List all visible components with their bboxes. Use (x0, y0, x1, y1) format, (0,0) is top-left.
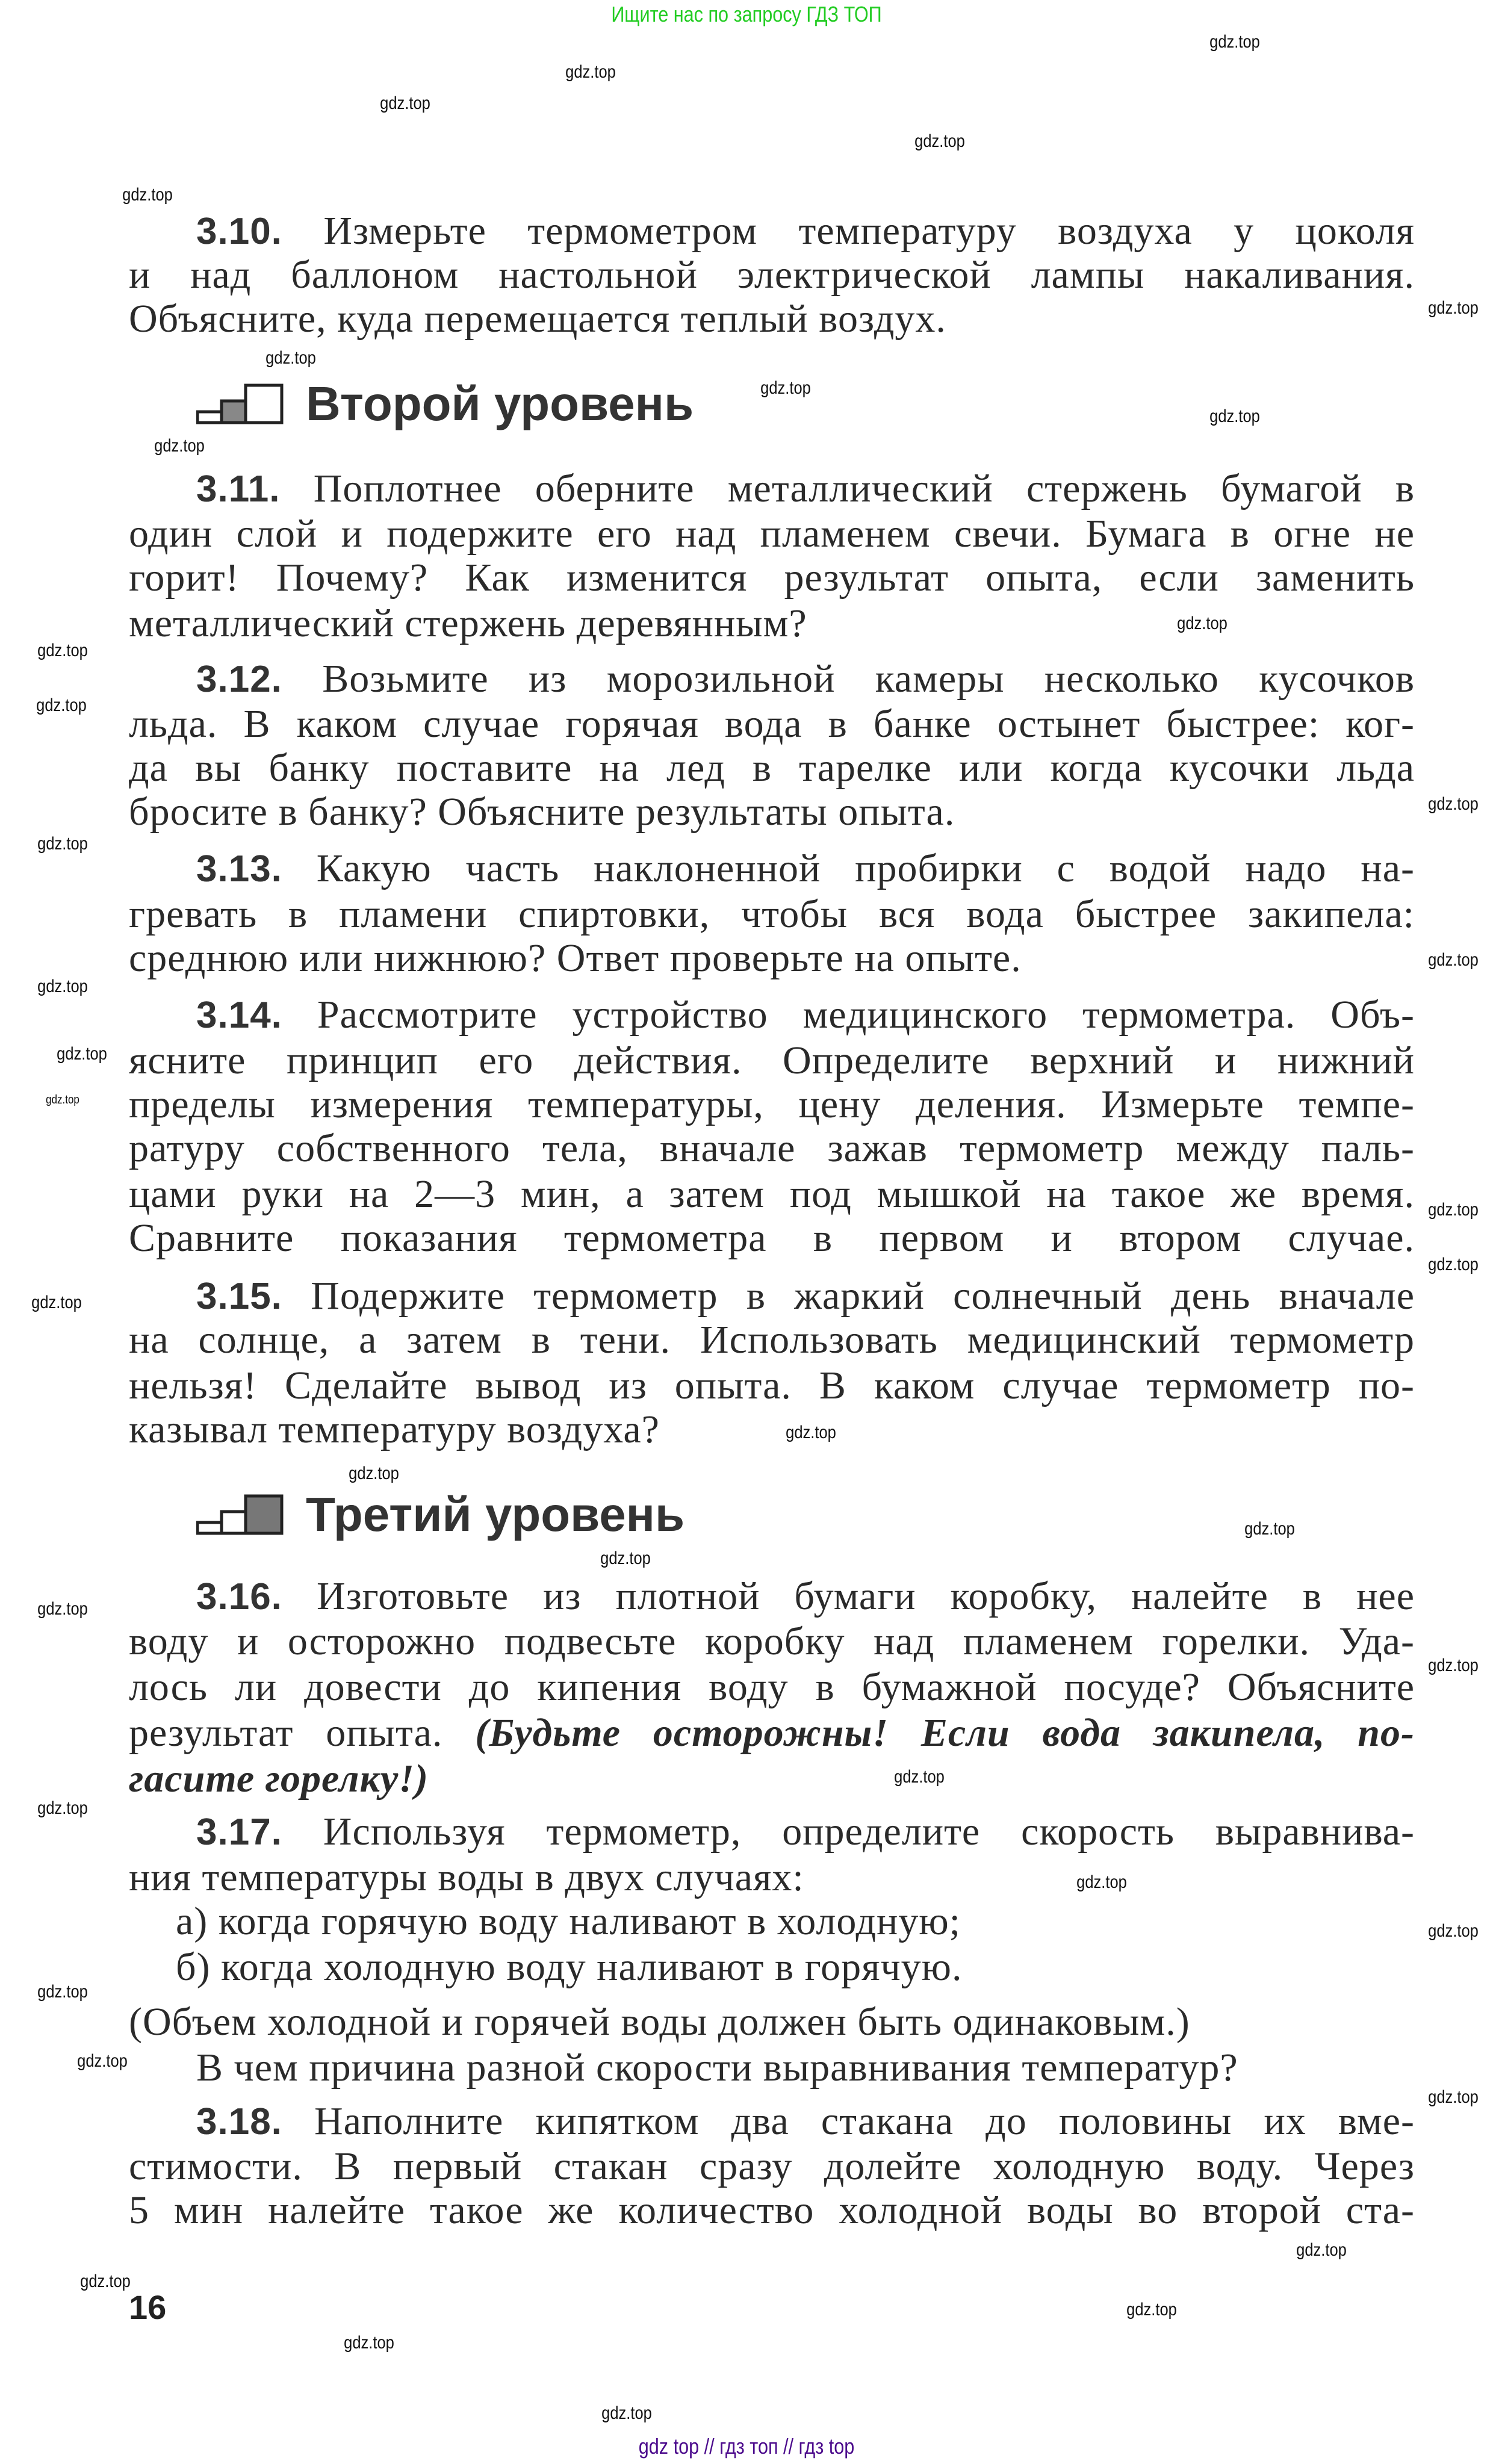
line-text: один слой и подержите его над пламенем свечи. Бумага в огне не (129, 512, 1415, 556)
warning-text: (Будьте осторожны! Если вода закипела, по- (475, 1710, 1415, 1755)
watermark: gdz.top (785, 1423, 836, 1443)
watermark: gdz.top (1076, 1872, 1127, 1892)
watermark: gdz.top (380, 93, 431, 114)
watermark: gdz.top (76, 2051, 128, 2071)
search-banner[interactable]: Ищите нас по запросу ГДЗ ТОП (611, 2, 882, 26)
text-line (129, 1040, 1415, 1082)
watermark: gdz.top (1428, 2087, 1479, 2108)
text-line (129, 1173, 1415, 1215)
text-line (129, 1128, 1415, 1170)
watermark: gdz.top (1428, 1255, 1479, 1275)
line-text: Возьмите из морозильной камеры несколько кусочков (322, 656, 1415, 701)
exercise-number: 3.15. (196, 1276, 282, 1318)
watermark: gdz.top (1176, 613, 1228, 634)
line-text: Поплотнее оберните металлический стержень бумагой в (313, 466, 1415, 510)
line-text: (Объем холодной и горячей воды должен быть одинаковым.) (129, 2000, 1190, 2044)
line-text: лось ли довести до кипения воду в бумажной посуде? Объясните (129, 1665, 1415, 1710)
text-line (129, 1758, 1415, 1800)
line-text: цами руки на 2—3 мин, а затем под мышкой на такое же время. (129, 1171, 1415, 1216)
level-stairs-icon (196, 383, 288, 425)
line-text: Подержите термометр в жаркий солнечный день вначале (311, 1274, 1415, 1318)
line-text: Измерьте термометром температуру воздуха у цоколя (323, 208, 1415, 253)
watermark: gdz.top (122, 184, 173, 205)
line-text: ратуру собственного тела, вначале зажав термометр между паль- (129, 1126, 1415, 1170)
text-line (129, 254, 1415, 296)
exercise-number: 3.17. (196, 1811, 282, 1854)
line-text: горит! Почему? Как изменится результат опыта, если заменить (129, 556, 1415, 600)
line-text: Рассмотрите устройство медицинского термометра. Объ- (317, 993, 1415, 1037)
line-text: воду и осторожно подвесьте коробку над пламенем горелки. Уда- (129, 1619, 1415, 1664)
text-line (129, 703, 1415, 745)
warning-text: гасите горелку!) (129, 1756, 429, 1801)
text-line (129, 1409, 1415, 1451)
watermark: gdz.top (56, 1044, 107, 1064)
watermark: gdz.top (894, 1766, 945, 1787)
text-line (129, 2189, 1415, 2232)
line-text: пределы измерения температуры, цену деления. Измерьте темпе- (129, 1082, 1415, 1126)
line-text: Сравните показания термометра в первом и втором случае. (129, 1215, 1415, 1260)
watermark: gdz.top (1428, 1920, 1479, 1941)
text-line (196, 2100, 1415, 2143)
line-text: гревать в пламени спиртовки, чтобы вся вода быстрее закипела: (129, 892, 1415, 937)
line-text: среднюю или нижнюю? Ответ проверьте на опыте. (129, 936, 1022, 981)
text-line (129, 2146, 1415, 2188)
watermark: gdz.top (265, 348, 316, 368)
text-line (129, 557, 1415, 599)
line-text: 5 мин налейте такое же количество холодной воды во второй ста- (129, 2188, 1415, 2233)
line-text: Наполните кипятком два стакана до половины их вме- (314, 2099, 1415, 2143)
watermark: gdz.top (344, 2332, 395, 2353)
exercise-number: 3.14. (196, 995, 282, 1037)
line-text: льда. В каком случае горячая вода в банке остынет быстрее: ког- (129, 702, 1415, 746)
watermark: gdz.top (1428, 1199, 1479, 1220)
watermark: gdz.top (601, 2403, 653, 2423)
text-line (129, 1857, 1415, 1899)
text-line (129, 1712, 1415, 1754)
line-text: В чем причина разной скорости выравнивания температур? (196, 2045, 1238, 2090)
watermark: gdz.top (1209, 32, 1261, 52)
line-text: стимости. В первый стакан сразу долейте холодную воду. Через (129, 2144, 1415, 2189)
watermark: gdz.top (1126, 2299, 1177, 2320)
line-text: металлический стержень деревянным? (129, 601, 807, 646)
text-line (129, 1319, 1415, 1361)
watermark: gdz.top (36, 695, 87, 715)
watermark: gdz.top (37, 1598, 88, 1619)
footer-links[interactable]: gdz top // гдз топ // гдз top (638, 2434, 855, 2459)
watermark: gdz.top (46, 1093, 80, 1106)
line-text: казывал температуру воздуха? (129, 1407, 660, 1452)
watermark: gdz.top (31, 1292, 82, 1312)
line-text: ясните принцип его действия. Определите верхний и нижний (129, 1038, 1415, 1082)
heading-title: Второй уровень (306, 376, 694, 430)
watermark: gdz.top (600, 1548, 651, 1569)
watermark: gdz.top (1428, 1655, 1479, 1675)
text-line (129, 937, 1415, 979)
watermark: gdz.top (37, 833, 88, 854)
text-line (129, 791, 1415, 833)
text-line (129, 893, 1415, 936)
exercise-number: 3.18. (196, 2100, 282, 2143)
watermark: gdz.top (760, 377, 811, 398)
exercise-number: 3.11. (196, 468, 281, 510)
text-line (129, 513, 1415, 555)
text-line (129, 1666, 1415, 1708)
text-line (196, 658, 1415, 700)
watermark: gdz.top (154, 436, 205, 456)
text-line (129, 1217, 1415, 1259)
line-text: нельзя! Сделайте вывод из опыта. В каком случае термометр по- (129, 1364, 1415, 1408)
exercise-number: 3.16. (196, 1575, 282, 1618)
line-text: ния температуры воды в двух случаях: (129, 1855, 804, 1899)
text-line (176, 1901, 1415, 1943)
text-line (196, 210, 1415, 252)
text-line (196, 468, 1415, 510)
watermark: gdz.top (37, 1982, 88, 2002)
text-line (196, 2047, 1415, 2089)
text-line (129, 1621, 1415, 1663)
exercise-number: 3.12. (196, 658, 282, 700)
watermark: gdz.top (80, 2271, 131, 2291)
exercise-number: 3.13. (196, 848, 282, 890)
text-line (129, 1365, 1415, 1407)
watermark: gdz.top (1209, 406, 1261, 426)
line-text: Изготовьте из плотной бумаги коробку, налейте в нее (316, 1574, 1415, 1618)
text-line (196, 1575, 1415, 1618)
line-text: а) когда горячую воду наливают в холодную; (176, 1899, 961, 1944)
line-text: результат опыта. (129, 1710, 476, 1755)
exercise-number: 3.10. (196, 210, 282, 252)
watermark: gdz.top (37, 640, 88, 660)
watermark: gdz.top (349, 1463, 400, 1484)
watermark: gdz.top (565, 62, 616, 82)
line-text: Какую часть наклоненной пробирки с водой надо на- (316, 846, 1415, 891)
text-line (129, 1084, 1415, 1126)
line-text: да вы банку поставите на лед в тарелке или когда кусочки льда (129, 746, 1415, 790)
text-line (129, 2001, 1415, 2043)
line-text: Используя термометр, определите скорость выравнива- (323, 1810, 1415, 1854)
line-text: и над баллоном настольной электрической лампы накаливания. (129, 252, 1415, 297)
line-text: на солнце, а затем в тени. Использовать медицинский термометр (129, 1318, 1415, 1362)
line-text: бросите в банку? Объясните результаты опыта. (129, 790, 955, 834)
watermark: gdz.top (1428, 794, 1479, 815)
text-line (176, 1946, 1415, 1988)
line-text: Объясните, куда перемещается теплый воздух. (129, 296, 946, 341)
watermark: gdz.top (37, 976, 88, 997)
watermark: gdz.top (914, 131, 965, 151)
text-line (129, 298, 1415, 340)
watermark: gdz.top (1296, 2239, 1347, 2260)
watermark: gdz.top (1428, 949, 1479, 970)
level-stairs-icon (196, 1494, 288, 1536)
section-heading-level-3 (196, 1488, 684, 1542)
section-heading-level-2 (196, 377, 694, 431)
heading-title: Третий уровень (306, 1488, 685, 1542)
text-line (196, 848, 1415, 890)
watermark: gdz.top (1428, 297, 1479, 318)
page-number: 16 (129, 2288, 167, 2326)
text-line (129, 747, 1415, 789)
text-line (196, 1811, 1415, 1853)
watermark: gdz.top (37, 1798, 88, 1819)
text-line (196, 994, 1415, 1036)
line-text: б) когда холодную воду наливают в горячую. (176, 1944, 963, 1989)
watermark: gdz.top (1244, 1518, 1295, 1539)
text-line (196, 1275, 1415, 1317)
